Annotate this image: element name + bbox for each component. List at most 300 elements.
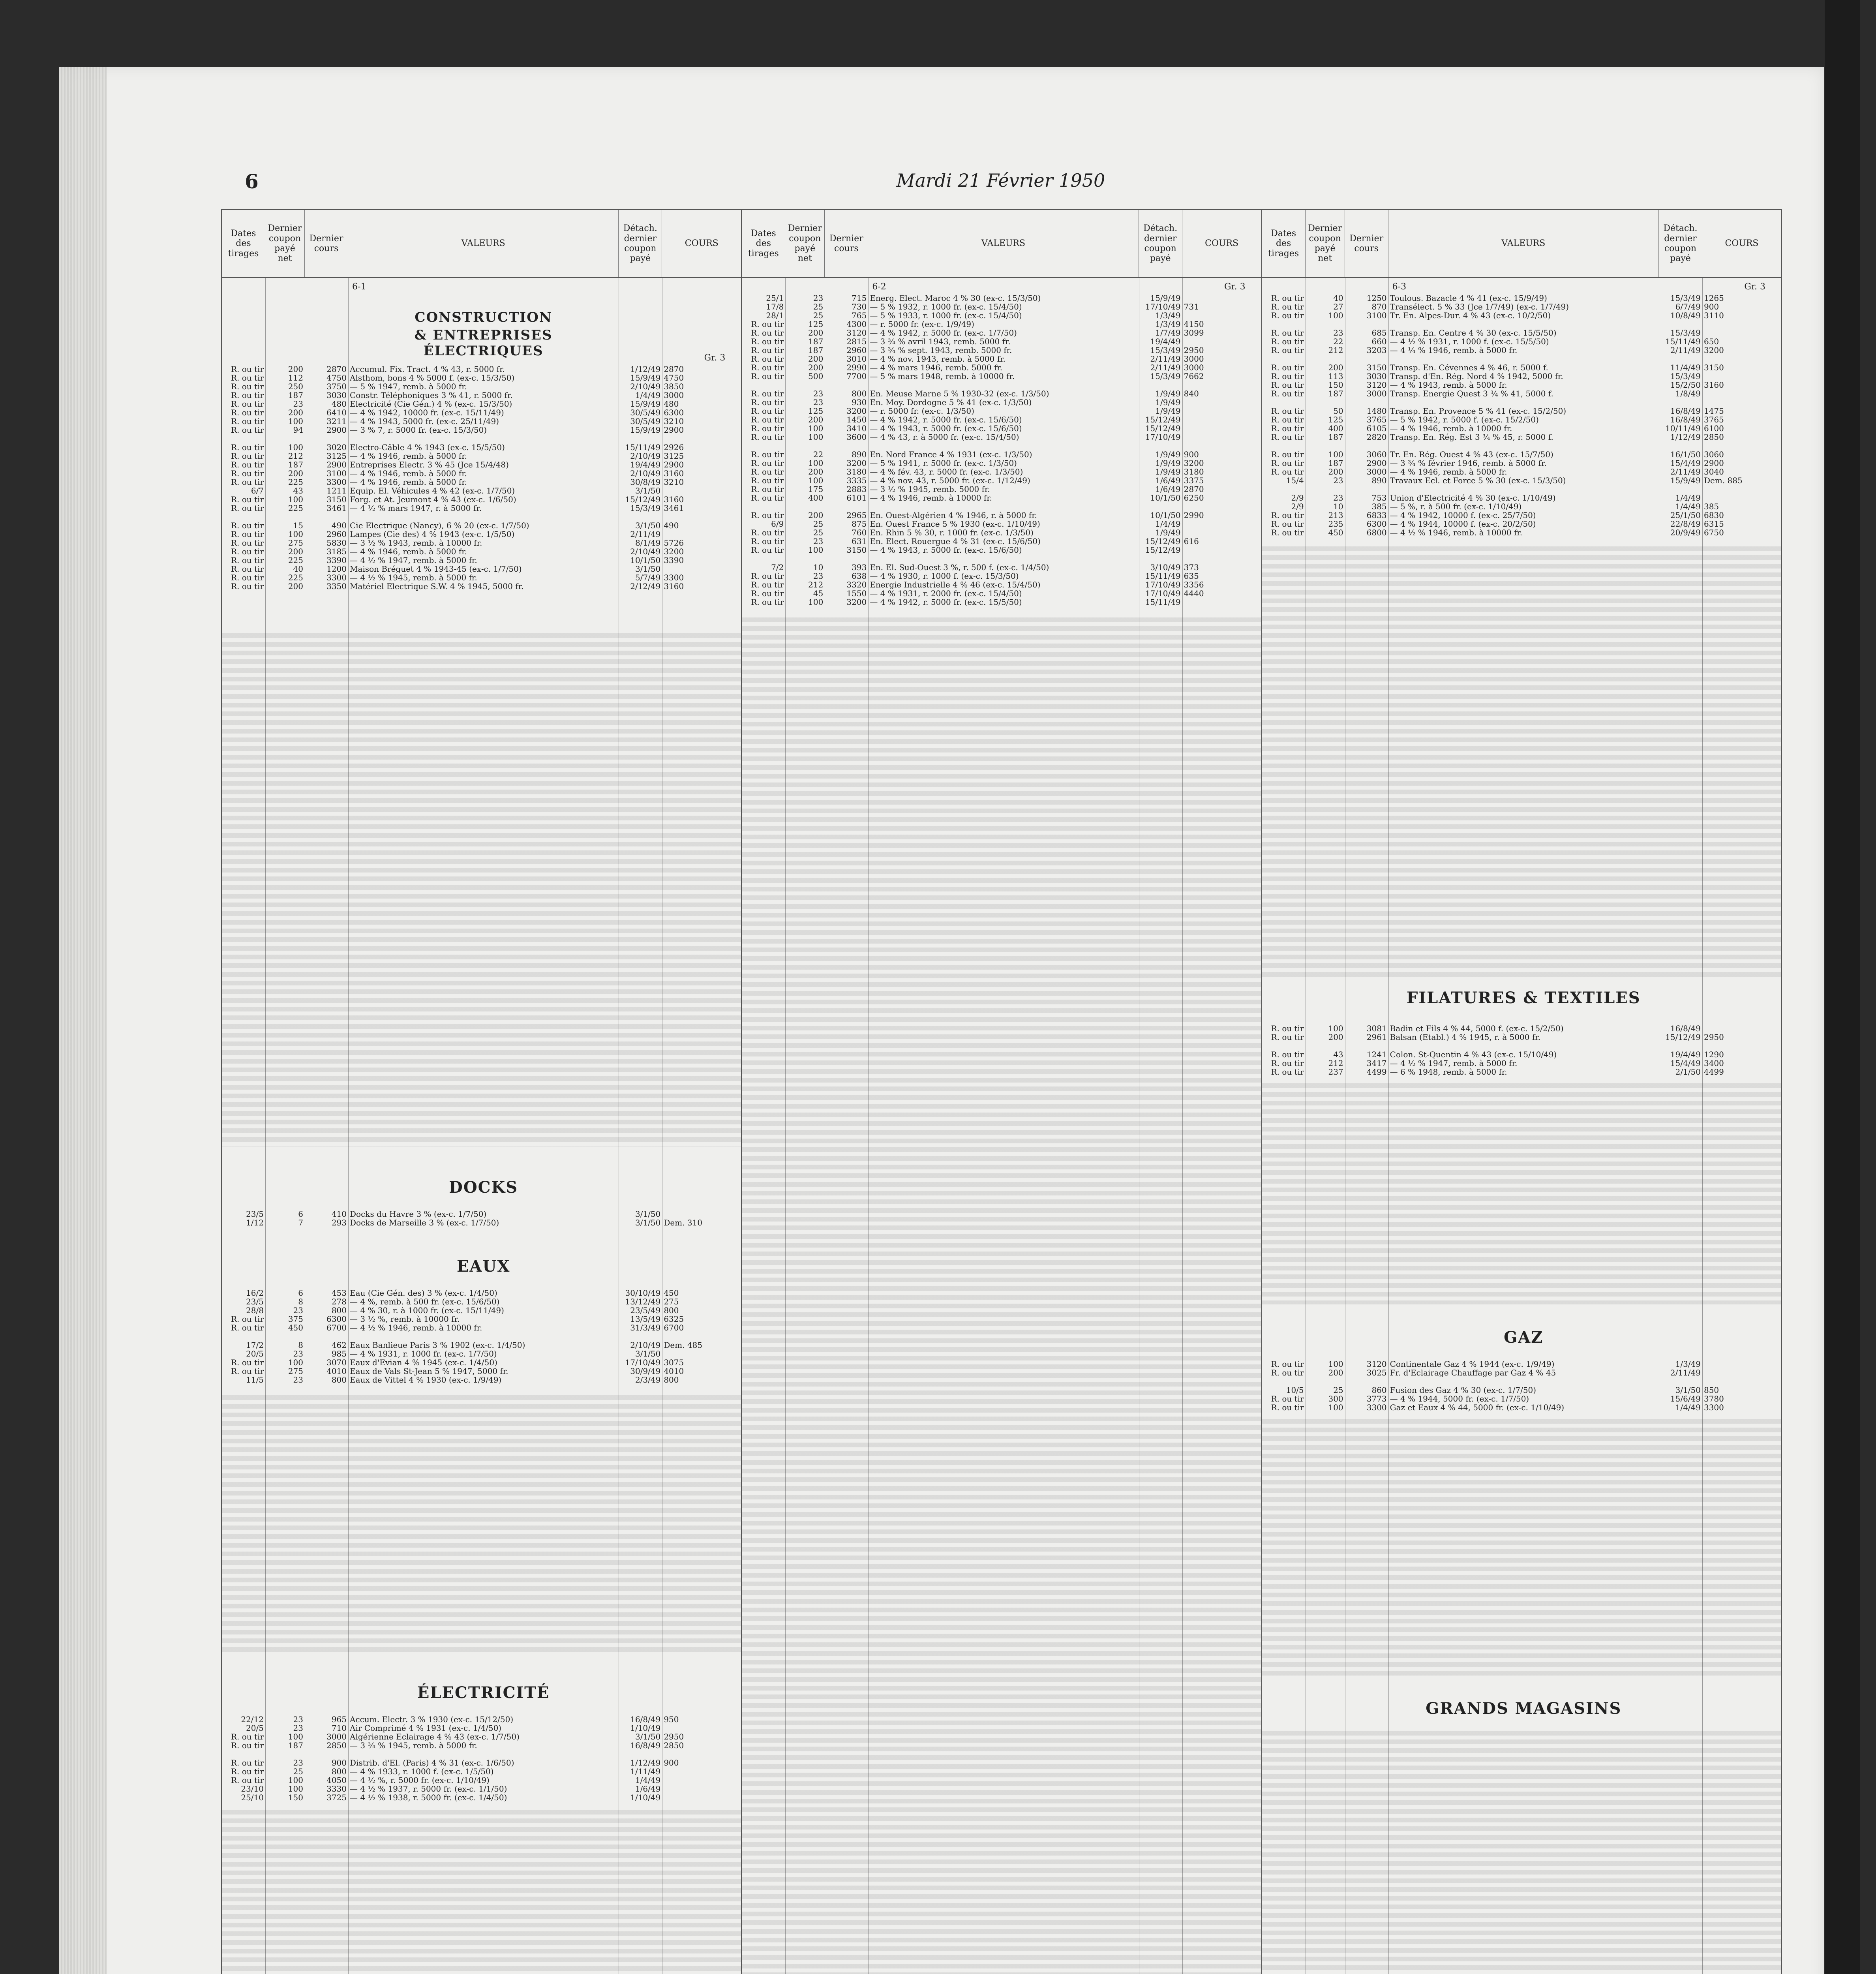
last-price: 3120 xyxy=(846,328,867,337)
coupon-value: 7 xyxy=(298,1218,303,1227)
rows-gaz xyxy=(1262,1360,1781,1412)
tirage-date: R. ou tir xyxy=(1271,346,1304,355)
current-price xyxy=(662,486,741,495)
security-name: — 4 ½ % 1947, remb. à 5000 fr. xyxy=(1390,1059,1518,1068)
coupon-value: 100 xyxy=(808,476,824,485)
table-row xyxy=(742,485,1261,494)
security-name: — 4 % 43, r. à 5000 fr. (ex-c. 15/4/50) xyxy=(870,433,1019,441)
coupon-value: 275 xyxy=(288,539,303,547)
last-price: 765 xyxy=(852,311,867,320)
column-body xyxy=(1262,278,1781,1974)
security-name: Matériel Electrique S.W. 4 % 1945, 5000 fr. xyxy=(350,582,524,591)
detach-date: 10/1/50 xyxy=(630,556,661,565)
coupon-value xyxy=(785,502,825,511)
tirage-date xyxy=(1262,485,1306,494)
rows-construction xyxy=(222,365,741,591)
security-name: — 4 % mars 1946, remb. 5000 fr. xyxy=(870,363,1003,372)
coupon-value: 150 xyxy=(288,1793,303,1802)
last-price xyxy=(1345,1041,1388,1050)
coupon-value: 23 xyxy=(293,1306,303,1315)
security-name: Badin et Fils 4 % 44, 5000 f. (ex-c. 15/2/50) xyxy=(1390,1024,1564,1033)
security-name: — 3 ½ %, remb. à 10000 fr. xyxy=(350,1315,460,1323)
tirage-date: R. ou tir xyxy=(231,460,264,469)
detach-date: 1/4/49 xyxy=(1675,1403,1701,1412)
page-edges xyxy=(59,67,107,1974)
current-price xyxy=(1182,554,1261,563)
security-name: Tr. En. Rég. Ouest 4 % 43 (ex-c. 15/7/50) xyxy=(1390,450,1553,459)
last-price: 875 xyxy=(852,520,867,528)
detach-date: 1/12/49 xyxy=(630,1758,661,1767)
current-price: 731 xyxy=(1184,302,1199,311)
section-title-gaz: GAZ xyxy=(1504,1328,1544,1347)
last-price: 3100 xyxy=(1366,311,1387,320)
security-name: Balsan (Etabl.) 4 % 1945, r. à 5000 fr. xyxy=(1390,1033,1540,1041)
detach-date: 13/5/49 xyxy=(630,1315,661,1323)
detach-date xyxy=(1139,381,1182,389)
current-price xyxy=(662,1793,741,1802)
coupon-value: 45 xyxy=(813,589,824,598)
detach-date: 1/9/49 xyxy=(1155,407,1181,415)
security-name: — 4 % 1946, remb. à 10000 fr. xyxy=(870,494,992,502)
tirage-date: R. ou tir xyxy=(231,469,264,478)
detach-date: 10/1/50 xyxy=(1150,511,1181,520)
tirage-date: R. ou tir xyxy=(1271,328,1304,337)
coupon-value: 187 xyxy=(288,460,303,469)
detach-date: 16/8/49 xyxy=(1670,407,1701,415)
coupon-value xyxy=(1306,320,1345,328)
table-row xyxy=(742,528,1261,537)
table-row xyxy=(222,1758,741,1767)
current-price: 3040 xyxy=(1703,467,1724,476)
coupon-value: 8 xyxy=(298,1297,303,1306)
security-name: — 4 ½ % mars 1947, r. à 5000 fr. xyxy=(350,504,482,512)
table-row xyxy=(742,372,1261,381)
table-row xyxy=(1262,485,1781,494)
current-price: 4440 xyxy=(1184,589,1204,598)
tirage-date: R. ou tir xyxy=(751,389,784,398)
coupon-value xyxy=(265,1750,305,1758)
table-row xyxy=(1262,467,1781,476)
tirage-date: R. ou tir xyxy=(751,372,784,381)
security-name: En. El. Sud-Ouest 3 %, r. 500 f. (ex-c. 1/4/50) xyxy=(870,563,1049,572)
coupon-value: 25 xyxy=(1333,1386,1343,1394)
table-row xyxy=(222,408,741,417)
detach-date: 1/6/49 xyxy=(1155,476,1181,485)
current-price: 3210 xyxy=(664,417,684,426)
last-price: 2815 xyxy=(846,337,867,346)
detach-date: 1/7/49 xyxy=(1155,328,1181,337)
coupon-value: 225 xyxy=(288,478,303,486)
tirage-date: R. ou tir xyxy=(751,572,784,580)
last-price: 2900 xyxy=(326,460,347,469)
security-name: — 4 %, remb. à 500 fr. (ex-c. 15/6/50) xyxy=(350,1297,500,1306)
header-dates: Dates des tirages xyxy=(742,210,785,277)
detach-date xyxy=(1659,1041,1702,1050)
table-row xyxy=(1262,1041,1781,1050)
current-price xyxy=(1182,381,1261,389)
security-name: — 4 % 1942, r. 5000 fr. (ex-c. 1/7/50) xyxy=(870,328,1017,337)
detach-date xyxy=(1659,441,1702,450)
tirage-date: R. ou tir xyxy=(751,546,784,554)
last-price: 631 xyxy=(852,537,867,546)
security-name xyxy=(348,1750,619,1758)
detach-date: 13/12/49 xyxy=(625,1297,661,1306)
header-dates: Dates des tirages xyxy=(222,210,265,277)
last-price: 1450 xyxy=(846,415,867,424)
detach-date: 15/3/49 xyxy=(1150,346,1181,355)
detach-date xyxy=(1659,398,1702,407)
coupon-value: 187 xyxy=(808,337,824,346)
security-name: Union d'Electricité 4 % 30 (ex-c. 1/10/49) xyxy=(1390,494,1556,502)
detach-date: 17/10/49 xyxy=(625,1358,661,1367)
security-name: Equip. El. Véhicules 4 % 42 (ex-c. 1/7/50) xyxy=(350,486,515,495)
current-price: 616 xyxy=(1184,537,1199,546)
table-row xyxy=(1262,372,1781,381)
coupon-value: 200 xyxy=(288,365,303,373)
table-row xyxy=(1262,433,1781,441)
current-price: 6250 xyxy=(1184,494,1204,502)
detach-date xyxy=(1139,441,1182,450)
coupon-value: 200 xyxy=(808,363,824,372)
last-price xyxy=(305,1750,348,1758)
table-row xyxy=(742,398,1261,407)
tirage-date: R. ou tir xyxy=(231,1741,264,1750)
current-price: 2990 xyxy=(1184,511,1204,520)
security-name: — 4 ½ % 1945, remb. à 5000 fr. xyxy=(350,573,477,582)
table-row xyxy=(742,467,1261,476)
last-price: 3000 xyxy=(1366,389,1387,398)
tirage-date: 1/12 xyxy=(246,1218,264,1227)
table-row xyxy=(742,389,1261,398)
current-price xyxy=(662,1332,741,1341)
detach-date: 19/4/49 xyxy=(630,460,661,469)
tirage-date: R. ou tir xyxy=(751,424,784,433)
last-price: 3725 xyxy=(326,1793,347,1802)
tirage-date: R. ou tir xyxy=(751,494,784,502)
detach-date: 1/6/49 xyxy=(1155,485,1181,494)
last-price: 293 xyxy=(331,1218,347,1227)
dense-print-block xyxy=(1262,1419,1781,1679)
table-row xyxy=(222,434,741,443)
detach-date xyxy=(1659,320,1702,328)
security-name: — 4 % 1943, r. 5000 fr. (ex-c. 15/6/50) xyxy=(870,546,1022,554)
security-name: Transp. En. Cévennes 4 % 46, r. 5000 f. xyxy=(1390,363,1548,372)
table-row xyxy=(222,1776,741,1784)
last-price: 462 xyxy=(331,1341,347,1349)
security-name: Colon. St-Quentin 4 % 43 (ex-c. 15/10/49) xyxy=(1390,1050,1557,1059)
current-price: 2950 xyxy=(1703,1033,1724,1041)
current-price xyxy=(662,434,741,443)
tirage-date: 28/1 xyxy=(766,311,784,320)
header-cours-dernier: Dernier cours xyxy=(825,210,868,277)
last-price: 890 xyxy=(852,450,867,459)
current-price: 3160 xyxy=(664,495,684,504)
detach-date: 1/3/49 xyxy=(1155,320,1181,328)
tirage-date: R. ou tir xyxy=(1271,433,1304,441)
table-row xyxy=(222,1367,741,1375)
last-price: 965 xyxy=(331,1715,347,1724)
tirage-date: 6/9 xyxy=(771,520,784,528)
current-price xyxy=(1702,1041,1781,1050)
coupon-value: 43 xyxy=(1333,1050,1343,1059)
current-price: 3075 xyxy=(664,1358,684,1367)
coupon-value: 187 xyxy=(1328,433,1343,441)
last-price: 4010 xyxy=(326,1367,347,1375)
current-price: 900 xyxy=(664,1758,679,1767)
coupon-value xyxy=(785,441,825,450)
security-name: Fusion des Gaz 4 % 30 (ex-c. 1/7/50) xyxy=(1390,1386,1536,1394)
table-row xyxy=(222,1306,741,1315)
coupon-value: 113 xyxy=(1328,372,1343,381)
last-price xyxy=(825,554,868,563)
last-price: 3010 xyxy=(846,355,867,363)
last-price: 6101 xyxy=(846,494,867,502)
tirage-date xyxy=(742,381,785,389)
last-price: 3200 xyxy=(846,598,867,606)
detach-date: 25/1/50 xyxy=(1670,511,1701,520)
last-price: 3320 xyxy=(846,580,867,589)
table-row xyxy=(742,511,1261,520)
detach-date: 17/10/49 xyxy=(1145,580,1181,589)
security-name: Constr. Téléphoniques 3 % 41, r. 5000 fr. xyxy=(350,391,513,400)
table-row xyxy=(222,1289,741,1297)
tirage-date: R. ou tir xyxy=(1271,467,1304,476)
coupon-value: 100 xyxy=(1328,1403,1343,1412)
last-price: 2900 xyxy=(1366,459,1387,467)
table-row xyxy=(222,426,741,434)
table-row xyxy=(222,1315,741,1323)
tirage-date: R. ou tir xyxy=(751,337,784,346)
last-price: 1480 xyxy=(1366,407,1387,415)
last-price: 3335 xyxy=(846,476,867,485)
table-row xyxy=(742,381,1261,389)
tirage-date: R. ou tir xyxy=(231,1767,264,1776)
security-name: — 3 ¾ % avril 1943, remb. 5000 fr. xyxy=(870,337,1011,346)
current-price: 4010 xyxy=(664,1367,684,1375)
last-price: 2965 xyxy=(846,511,867,520)
last-price: 3765 xyxy=(1366,415,1387,424)
security-name xyxy=(1388,1377,1659,1386)
last-price: 3100 xyxy=(326,469,347,478)
coupon-value: 23 xyxy=(813,389,824,398)
detach-date: 1/12/49 xyxy=(1670,433,1701,441)
coupon-value: 23 xyxy=(813,572,824,580)
security-name xyxy=(868,502,1139,511)
tirage-date: R. ou tir xyxy=(1271,459,1304,467)
table-row xyxy=(742,494,1261,502)
coupon-value: 100 xyxy=(288,495,303,504)
detach-date: 19/4/49 xyxy=(1150,337,1181,346)
security-name: Tr. En. Alpes-Dur. 4 % 43 (ex-c. 10/2/50) xyxy=(1390,311,1551,320)
tirage-date: R. ou tir xyxy=(1271,363,1304,372)
section-title-construction: CONSTRUCTION xyxy=(415,310,552,325)
detach-date: 2/11/49 xyxy=(630,530,661,539)
security-name: Eaux de Vittel 4 % 1930 (ex-c. 1/9/49) xyxy=(350,1375,502,1384)
table-row xyxy=(1262,528,1781,537)
tirage-date: R. ou tir xyxy=(751,363,784,372)
last-price: 870 xyxy=(1371,302,1387,311)
detach-date: 2/10/49 xyxy=(630,452,661,460)
tirage-date: R. ou tir xyxy=(231,582,264,591)
detach-date: 2/10/49 xyxy=(630,547,661,556)
tirage-date: R. ou tir xyxy=(231,452,264,460)
tirage-date: R. ou tir xyxy=(1271,337,1304,346)
current-price: 950 xyxy=(664,1715,679,1724)
coupon-value: 213 xyxy=(1328,511,1343,520)
current-price xyxy=(1702,320,1781,328)
last-price: 900 xyxy=(331,1758,347,1767)
table-row xyxy=(742,415,1261,424)
dense-print-block xyxy=(222,1395,741,1656)
last-price: 860 xyxy=(1371,1386,1387,1394)
detach-date: 15/4/49 xyxy=(1670,459,1701,467)
last-price: 1250 xyxy=(1366,294,1387,302)
dense-print-block xyxy=(222,1810,741,1974)
current-price xyxy=(1182,502,1261,511)
table-row xyxy=(1262,520,1781,528)
current-price: 275 xyxy=(664,1297,679,1306)
current-price xyxy=(662,1349,741,1358)
coupon-value: 200 xyxy=(1328,1368,1343,1377)
last-price: 1211 xyxy=(326,486,347,495)
security-name: — 4 ½ %, r. 5000 fr. (ex-c. 1/10/49) xyxy=(350,1776,490,1784)
last-price: 3180 xyxy=(846,467,867,476)
table-row xyxy=(222,452,741,460)
security-name xyxy=(1388,320,1659,328)
last-price: 385 xyxy=(1371,502,1387,511)
detach-date: 1/9/49 xyxy=(1155,467,1181,476)
table-row xyxy=(222,1218,741,1227)
dense-print-block xyxy=(1262,1083,1781,1304)
last-price xyxy=(1345,398,1388,407)
current-price: 3850 xyxy=(664,382,684,391)
tirage-date: R. ou tir xyxy=(751,433,784,441)
current-price: 1265 xyxy=(1703,294,1724,302)
current-price: 3099 xyxy=(1184,328,1204,337)
security-name: Eau (Cie Gén. des) 3 % (ex-c. 1/4/50) xyxy=(350,1289,497,1297)
coupon-value: 23 xyxy=(293,1758,303,1767)
tirage-date: R. ou tir xyxy=(751,459,784,467)
tirage-date: R. ou tir xyxy=(231,391,264,400)
detach-date: 15/12/49 xyxy=(1145,415,1181,424)
table-row xyxy=(222,417,741,426)
detach-date: 15/6/49 xyxy=(1670,1394,1701,1403)
detach-date: 8/1/49 xyxy=(635,539,661,547)
detach-date: 15/3/49 xyxy=(630,504,661,512)
detach-date: 15/12/49 xyxy=(1145,424,1181,433)
security-name: — 5 %, r. à 500 fr. (ex-c. 1/10/49) xyxy=(1390,502,1522,511)
detach-date xyxy=(1659,485,1702,494)
detach-date: 15/11/49 xyxy=(625,443,661,452)
coupon-value: 40 xyxy=(293,565,303,573)
table-row xyxy=(1262,1059,1781,1068)
current-price: 3210 xyxy=(664,478,684,486)
coupon-value: 300 xyxy=(1328,1394,1343,1403)
tirage-date: R. ou tir xyxy=(231,1358,264,1367)
coupon-value xyxy=(785,554,825,563)
last-price xyxy=(1345,1377,1388,1386)
table-row xyxy=(742,407,1261,415)
coupon-value: 23 xyxy=(1333,476,1343,485)
coupon-value: 200 xyxy=(288,469,303,478)
table-row xyxy=(742,337,1261,346)
table-row xyxy=(1262,363,1781,372)
last-price: 3185 xyxy=(326,547,347,556)
coupon-value: 187 xyxy=(808,346,824,355)
security-name xyxy=(1388,485,1659,494)
tirage-date: R. ou tir xyxy=(751,485,784,494)
current-price: 1290 xyxy=(1703,1050,1724,1059)
table-row xyxy=(1262,511,1781,520)
table-row xyxy=(742,424,1261,433)
current-price: 5726 xyxy=(664,539,684,547)
security-name: — 4 % 1943, remb. à 5000 fr. xyxy=(1390,381,1507,389)
detach-date: 15/3/49 xyxy=(1670,372,1701,381)
table-row xyxy=(1262,459,1781,467)
last-price: 490 xyxy=(331,521,347,530)
coupon-value: 23 xyxy=(1333,494,1343,502)
last-price: 3390 xyxy=(326,556,347,565)
table-row xyxy=(1262,337,1781,346)
security-name: Air Comprimé 4 % 1931 (ex-c. 1/4/50) xyxy=(350,1724,502,1732)
coupon-value: 25 xyxy=(813,302,824,311)
tirage-date: 20/5 xyxy=(246,1349,264,1358)
last-price: 2820 xyxy=(1366,433,1387,441)
tirage-date: R. ou tir xyxy=(1271,520,1304,528)
coupon-value: 200 xyxy=(1328,467,1343,476)
last-price: 890 xyxy=(1371,476,1387,485)
tirage-date: R. ou tir xyxy=(1271,407,1304,415)
last-price: 710 xyxy=(331,1724,347,1732)
security-name: Docks de Marseille 3 % (ex-c. 1/7/50) xyxy=(350,1218,499,1227)
security-name: En. Ouest France 5 % 1930 (ex-c. 1/10/49) xyxy=(870,520,1040,528)
tirage-date: R. ou tir xyxy=(231,1732,264,1741)
tirage-date xyxy=(1262,320,1306,328)
security-name: — 4 % 1946, remb. à 5000 fr. xyxy=(1390,467,1507,476)
tirage-date: R. ou tir xyxy=(231,443,264,452)
detach-date: 16/8/49 xyxy=(1670,1024,1701,1033)
last-price: 480 xyxy=(331,400,347,408)
tirage-date: R. ou tir xyxy=(751,580,784,589)
table-row xyxy=(742,554,1261,563)
tirage-date: R. ou tir xyxy=(751,328,784,337)
tirage-date: R. ou tir xyxy=(231,426,264,434)
coupon-value: 100 xyxy=(288,1776,303,1784)
current-price xyxy=(662,1750,741,1758)
security-name xyxy=(1388,1041,1659,1050)
current-price xyxy=(1702,389,1781,398)
last-price: 4499 xyxy=(1366,1068,1387,1076)
tirage-date: R. ou tir xyxy=(1271,372,1304,381)
table-row xyxy=(1262,1033,1781,1041)
coupon-value: 200 xyxy=(808,355,824,363)
detach-date: 15/2/50 xyxy=(1670,381,1701,389)
table-row xyxy=(222,382,741,391)
security-name: Eaux d'Evian 4 % 1945 (ex-c. 1/4/50) xyxy=(350,1358,497,1367)
detach-date: 15/11/49 xyxy=(1665,337,1701,346)
current-price: 3765 xyxy=(1703,415,1724,424)
security-name: Transp. En. Rég. Est 3 ¾ % 45, r. 5000 f. xyxy=(1390,433,1553,441)
header-detach: Détach. dernier coupon payé xyxy=(1659,210,1702,277)
security-name xyxy=(348,1332,619,1341)
rows-eaux xyxy=(222,1289,741,1384)
security-name xyxy=(868,554,1139,563)
last-price: 3330 xyxy=(326,1784,347,1793)
tirage-date: 7/2 xyxy=(771,563,784,572)
coupon-value: 500 xyxy=(808,372,824,381)
tirage-date: 25/1 xyxy=(766,294,784,302)
security-name: — 4 % 1931, r. 1000 fr. (ex-c. 1/7/50) xyxy=(350,1349,497,1358)
